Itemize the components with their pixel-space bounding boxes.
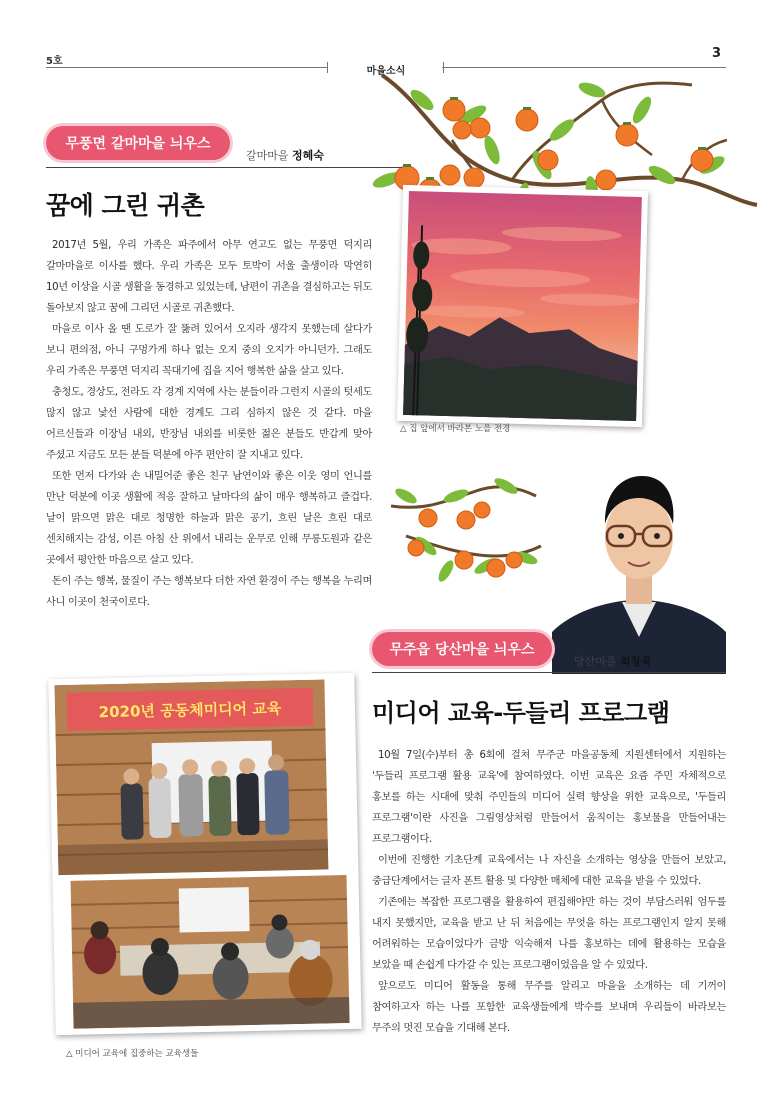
article2-body <box>372 745 726 1039</box>
header-tick-left <box>327 62 328 73</box>
page-number: 3 <box>712 46 722 61</box>
article1-paragraph: 2017년 5월, 우리 가족은 파주에서 아무 연고도 없는 무풍면 덕지리 갈마마을로 이사를 했다. 우리 가족은 모두 토박이 서울 출생이라 막연히 10년 이상을 시골 생활을 동경하고 있었는데, 남편이 귀촌을 결심하고는 뒤도 돌아보지 않고 꿈에 그리던 시골로 귀촌했다. <box>46 240 372 314</box>
issue-number: 5호 <box>46 56 63 67</box>
article1-paragraph: 충청도, 경상도, 전라도 각 경계 지역에 사는 분들이라 그런지 시골의 텃세도 많지 않고 낯선 사람에 대한 경계도 그리 심하지 않은 것 같다. 마을 어르신들과 이장님 내외, 반장님 내외를 비롯한 젊은 분들도 반갑게 맞아 주셨고 지금도 모든 분들 덕분에 아주 편안히 잘 지내고 있다. <box>46 387 372 461</box>
sunset-photo-caption: △ 집 앞에서 바라본 노을 전경 <box>400 424 511 434</box>
article2-paragraph: 앞으로도 미디어 활동을 통해 무주를 알리고 마을을 소개하는 데 기꺼이 참여하고자 하는 나를 포함한 교육생들에게 박수를 보내며 우리들이 바라보는 무주의 멋진 모습을 기대해 본다. <box>372 981 726 1034</box>
article2-rule <box>372 672 726 673</box>
article1-byline-author: 정혜숙 <box>292 149 324 162</box>
article2-paragraph: 10월 7일(수)부터 총 6회에 걸쳐 무주군 마을공동체 지원센터에서 지원하는 '두들리 프로그램 활용 교육'에 참여하였다. 이번 교육은 요즘 주민 자체적으로 홍보를 하는 시대에 맞춰 주민들의 미디어 실력 향상을 위한 교육으로, '두들리 프로그램'이란 사진을 그림영상처럼 만들어서 움직이는 홍보물을 만들어내는 프로그램이다. <box>372 750 726 845</box>
author-portrait <box>552 462 726 674</box>
article2-paragraph: 이번에 진행한 기초단계 교육에서는 나 자신을 소개하는 영상을 만들어 보았고, 중급단계에서는 글자 폰트 활용 및 다양한 매체에 대한 교육을 받을 수 있었다. <box>372 855 726 887</box>
article2-byline-village: 당산마을 <box>574 655 617 668</box>
article2-paragraph: 기존에는 복잡한 프로그램을 활용하여 편집해야만 하는 것이 부담스러워 엄두를 내지 못했지만, 교육을 받고 난 뒤 처음에는 무엇을 하는 프로그램인지 알지 못해 어려워하는 모습이었다가 금방 익숙해져 나를 홍보하는 데에 활용하는 모습을 보았을 때 손쉽게 다가갈 수 있는 프로그램이었음을 알 수 있었다. <box>372 897 726 971</box>
sunset-photo <box>397 185 648 427</box>
article2-byline-author: 최창욱 <box>620 655 652 668</box>
persimmon-branch-small-illustration <box>386 476 546 586</box>
article1-tag: 무풍면 갈마마을 늬우스 <box>46 126 230 160</box>
education-photo-collage <box>48 673 361 1035</box>
article2-tag: 무주읍 당산마을 늬우스 <box>372 632 552 666</box>
article2-title: 미디어 교육-두들리 프로그램 <box>372 699 670 727</box>
section-name: 마을소식 <box>366 66 406 77</box>
article1-paragraph: 돈이 주는 행복, 물질이 주는 행복보다 더한 자연 환경이 주는 행복을 누리며 사니 이곳이 천국이로다. <box>46 576 372 608</box>
article1-rule <box>46 167 402 168</box>
article1-paragraph: 마을로 이사 올 땐 도로가 잘 뚫려 있어서 오지라 생각지 못했는데 살다가 보니 편의점, 아니 구멍가게 하나 없는 오지 중의 오지가 아니던가. 그래도 우리 가족은 무풍면 덕지리 꼭대기에 집을 지어 행복한 삶을 살고 있다. <box>46 324 372 377</box>
article1-byline <box>246 147 324 163</box>
article1-title: 꿈에 그린 귀촌 <box>46 191 205 220</box>
article1-body <box>46 235 372 613</box>
header-rule-right <box>442 67 726 68</box>
education-photo-caption: △ 미디어 교육에 집중하는 교육생들 <box>66 1049 199 1059</box>
header-rule-left <box>46 67 328 68</box>
article1-paragraph: 또한 먼저 다가와 손 내밀어준 좋은 친구 남연이와 좋은 이웃 영미 언니를 만난 덕분에 이곳 생활에 적응 잘하고 날마다의 삶이 매우 행복하고 즐겁다. 날이 맑으면 맑은 대로 청명한 하늘과 맑은 공기, 흐린 날은 흐린 대로 센치해지는 감성, 이른 아침 산 위에서 내리는 운무로 인해 무릉도원과 같은 곳에서 평안한 마음으로 살고 있다. <box>46 471 372 566</box>
banner-text: 2020년 공동체미디어 교육 <box>98 699 282 722</box>
article1-byline-village: 갈마마을 <box>246 149 289 162</box>
article2-byline <box>574 653 652 669</box>
